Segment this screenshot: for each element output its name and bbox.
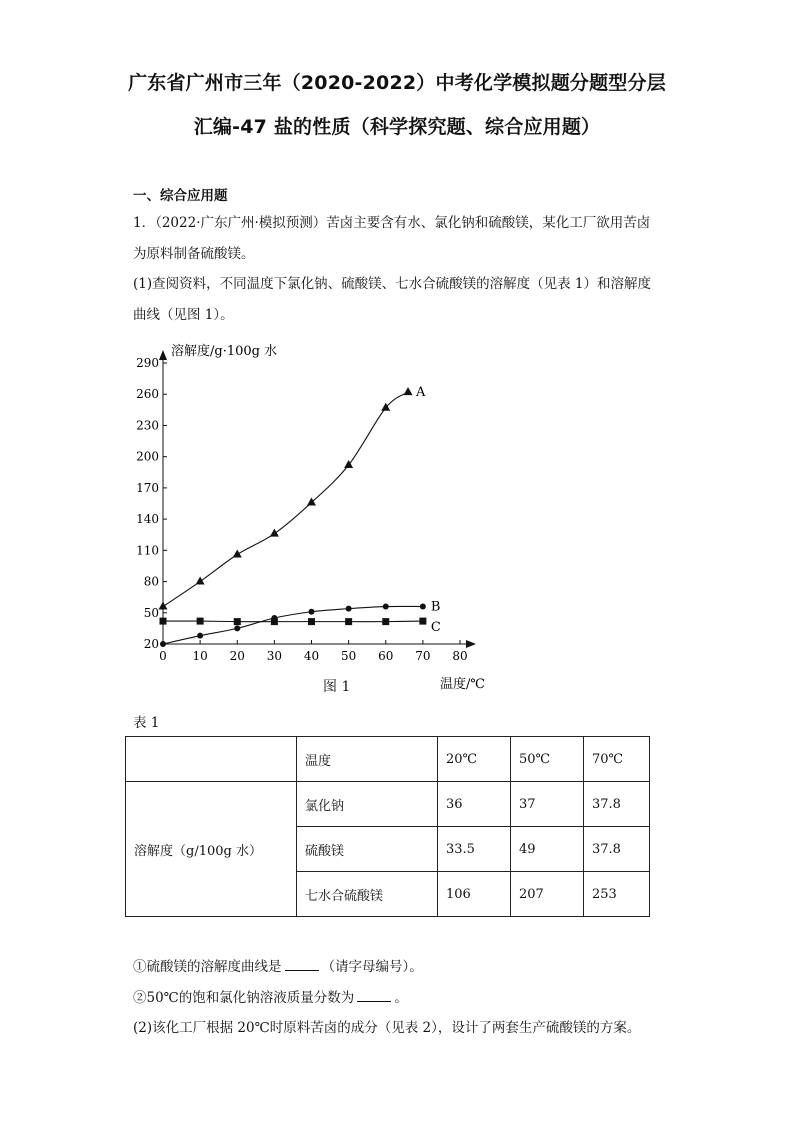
- data-point-A: [307, 497, 316, 505]
- part1-line-2: 曲线（见图 1）。: [133, 307, 234, 323]
- data-point-A: [233, 549, 242, 557]
- row-label: 七水合硫酸镁: [297, 872, 438, 917]
- sub-question-2-suffix: 。: [394, 990, 408, 1006]
- y-tick-label: 50: [143, 605, 159, 620]
- row-label: 硫酸镁: [297, 827, 438, 872]
- table-corner-cell: [126, 737, 297, 782]
- y-tick-label: 140: [136, 512, 159, 527]
- y-tick-label: 290: [136, 356, 159, 370]
- x-tick-label: 10: [192, 649, 208, 663]
- part2-text: (2)该化工厂根据 20℃时原料苦卤的成分（见表 2），设计了两套生产硫酸镁的方案。: [133, 1020, 641, 1036]
- solubility-table: [125, 736, 650, 917]
- data-point-B: [197, 633, 203, 639]
- row-group-label: 溶解度（g/100g 水）: [126, 782, 297, 917]
- table-cell: 37.8: [584, 782, 650, 827]
- data-point-C: [234, 618, 241, 625]
- series-label-B: B: [430, 599, 441, 615]
- x-tick-label: 20: [229, 649, 245, 663]
- data-point-C: [160, 618, 167, 625]
- x-tick-label: 30: [266, 649, 283, 663]
- data-point-C: [345, 618, 352, 625]
- series-line-A: [163, 392, 408, 606]
- x-tick-label: 40: [303, 649, 320, 663]
- y-tick-label: 230: [136, 418, 159, 433]
- y-tick-label: 260: [136, 387, 159, 402]
- table-header-cell: 温度: [297, 737, 438, 782]
- table-header-cell: 50℃: [511, 737, 584, 782]
- x-tick-label: 60: [378, 649, 394, 663]
- y-tick-label: 80: [143, 574, 159, 589]
- answer-blank-1[interactable]: [285, 956, 319, 971]
- row-label: 氯化钠: [297, 782, 438, 827]
- table-cell: 37: [511, 782, 584, 827]
- table-cell: 33.5: [438, 827, 511, 872]
- part1-line-1: (1)查阅资料，不同温度下氯化钠、硫酸镁、七水合硫酸镁的溶解度（见表 1）和溶解度: [133, 276, 652, 292]
- table-caption: 表 1: [133, 715, 160, 731]
- question-intro-line-1: 1．（2022·广东广州·模拟预测）苦卤主要含有水、氯化钠和硫酸镁，某化工厂欲用苦卤: [133, 215, 651, 231]
- question-intro-line-2: 为原料制备硫酸镁。: [133, 246, 255, 262]
- y-tick-label: 20: [143, 637, 159, 651]
- table-cell: 106: [438, 872, 511, 917]
- sub-question-1-prefix: ①硫酸镁的溶解度曲线是: [133, 959, 282, 975]
- table-cell: 49: [511, 827, 584, 872]
- data-point-A: [196, 577, 205, 585]
- series-line-B: [163, 606, 423, 644]
- sub-question-1-suffix: （请字母编号）。: [321, 959, 423, 975]
- x-axis-arrow: [466, 640, 476, 648]
- data-point-C: [197, 618, 204, 625]
- data-point-B: [420, 604, 426, 610]
- table-cell: 253: [584, 872, 650, 917]
- y-tick-label: 200: [136, 449, 159, 464]
- series-label-A: A: [416, 385, 426, 401]
- y-axis-label: 溶解度/g·100g 水: [171, 344, 278, 359]
- x-tick-label: 80: [452, 649, 468, 663]
- data-point-B: [346, 606, 352, 612]
- sub-question-2: [133, 987, 663, 1008]
- figure-caption: 图 1: [323, 679, 351, 695]
- data-point-A: [404, 387, 413, 395]
- table-cell: 36: [438, 782, 511, 827]
- x-axis-label: 温度/℃: [440, 677, 485, 692]
- table-header-row: [126, 737, 650, 782]
- table-row: [126, 782, 650, 827]
- page-title-line-1: 广东省广州市三年（2020-2022）中考化学模拟题分题型分层: [128, 72, 666, 94]
- sub-question-2-prefix: ②50℃的饱和氯化钠溶液质量分数为: [133, 990, 355, 1006]
- data-point-B: [309, 609, 315, 615]
- y-axis-arrow: [159, 350, 167, 360]
- data-point-B: [234, 625, 240, 631]
- x-tick-label: 70: [415, 649, 431, 663]
- y-tick-label: 110: [136, 543, 159, 558]
- x-tick-label: 0: [159, 649, 167, 663]
- table-header-cell: 70℃: [584, 737, 650, 782]
- data-point-B: [160, 641, 166, 647]
- sub-question-1: [133, 956, 663, 977]
- series-label-C: C: [430, 620, 441, 636]
- table-header-cell: 20℃: [438, 737, 511, 782]
- x-tick-label: 50: [340, 649, 357, 663]
- data-point-A: [159, 602, 168, 610]
- data-point-C: [271, 618, 278, 625]
- table-cell: 37.8: [584, 827, 650, 872]
- page-title-line-2: 汇编-47 盐的性质（科学探究题、综合应用题）: [193, 116, 601, 138]
- table-cell: 207: [511, 872, 584, 917]
- data-point-B: [383, 604, 389, 610]
- data-point-C: [382, 618, 389, 625]
- section-heading: 一、综合应用题: [133, 188, 228, 204]
- data-point-A: [270, 529, 279, 537]
- solubility-chart: [130, 338, 500, 698]
- y-tick-label: 170: [136, 480, 159, 495]
- answer-blank-2[interactable]: [357, 987, 391, 1002]
- data-point-C: [308, 618, 315, 625]
- data-point-C: [419, 618, 426, 625]
